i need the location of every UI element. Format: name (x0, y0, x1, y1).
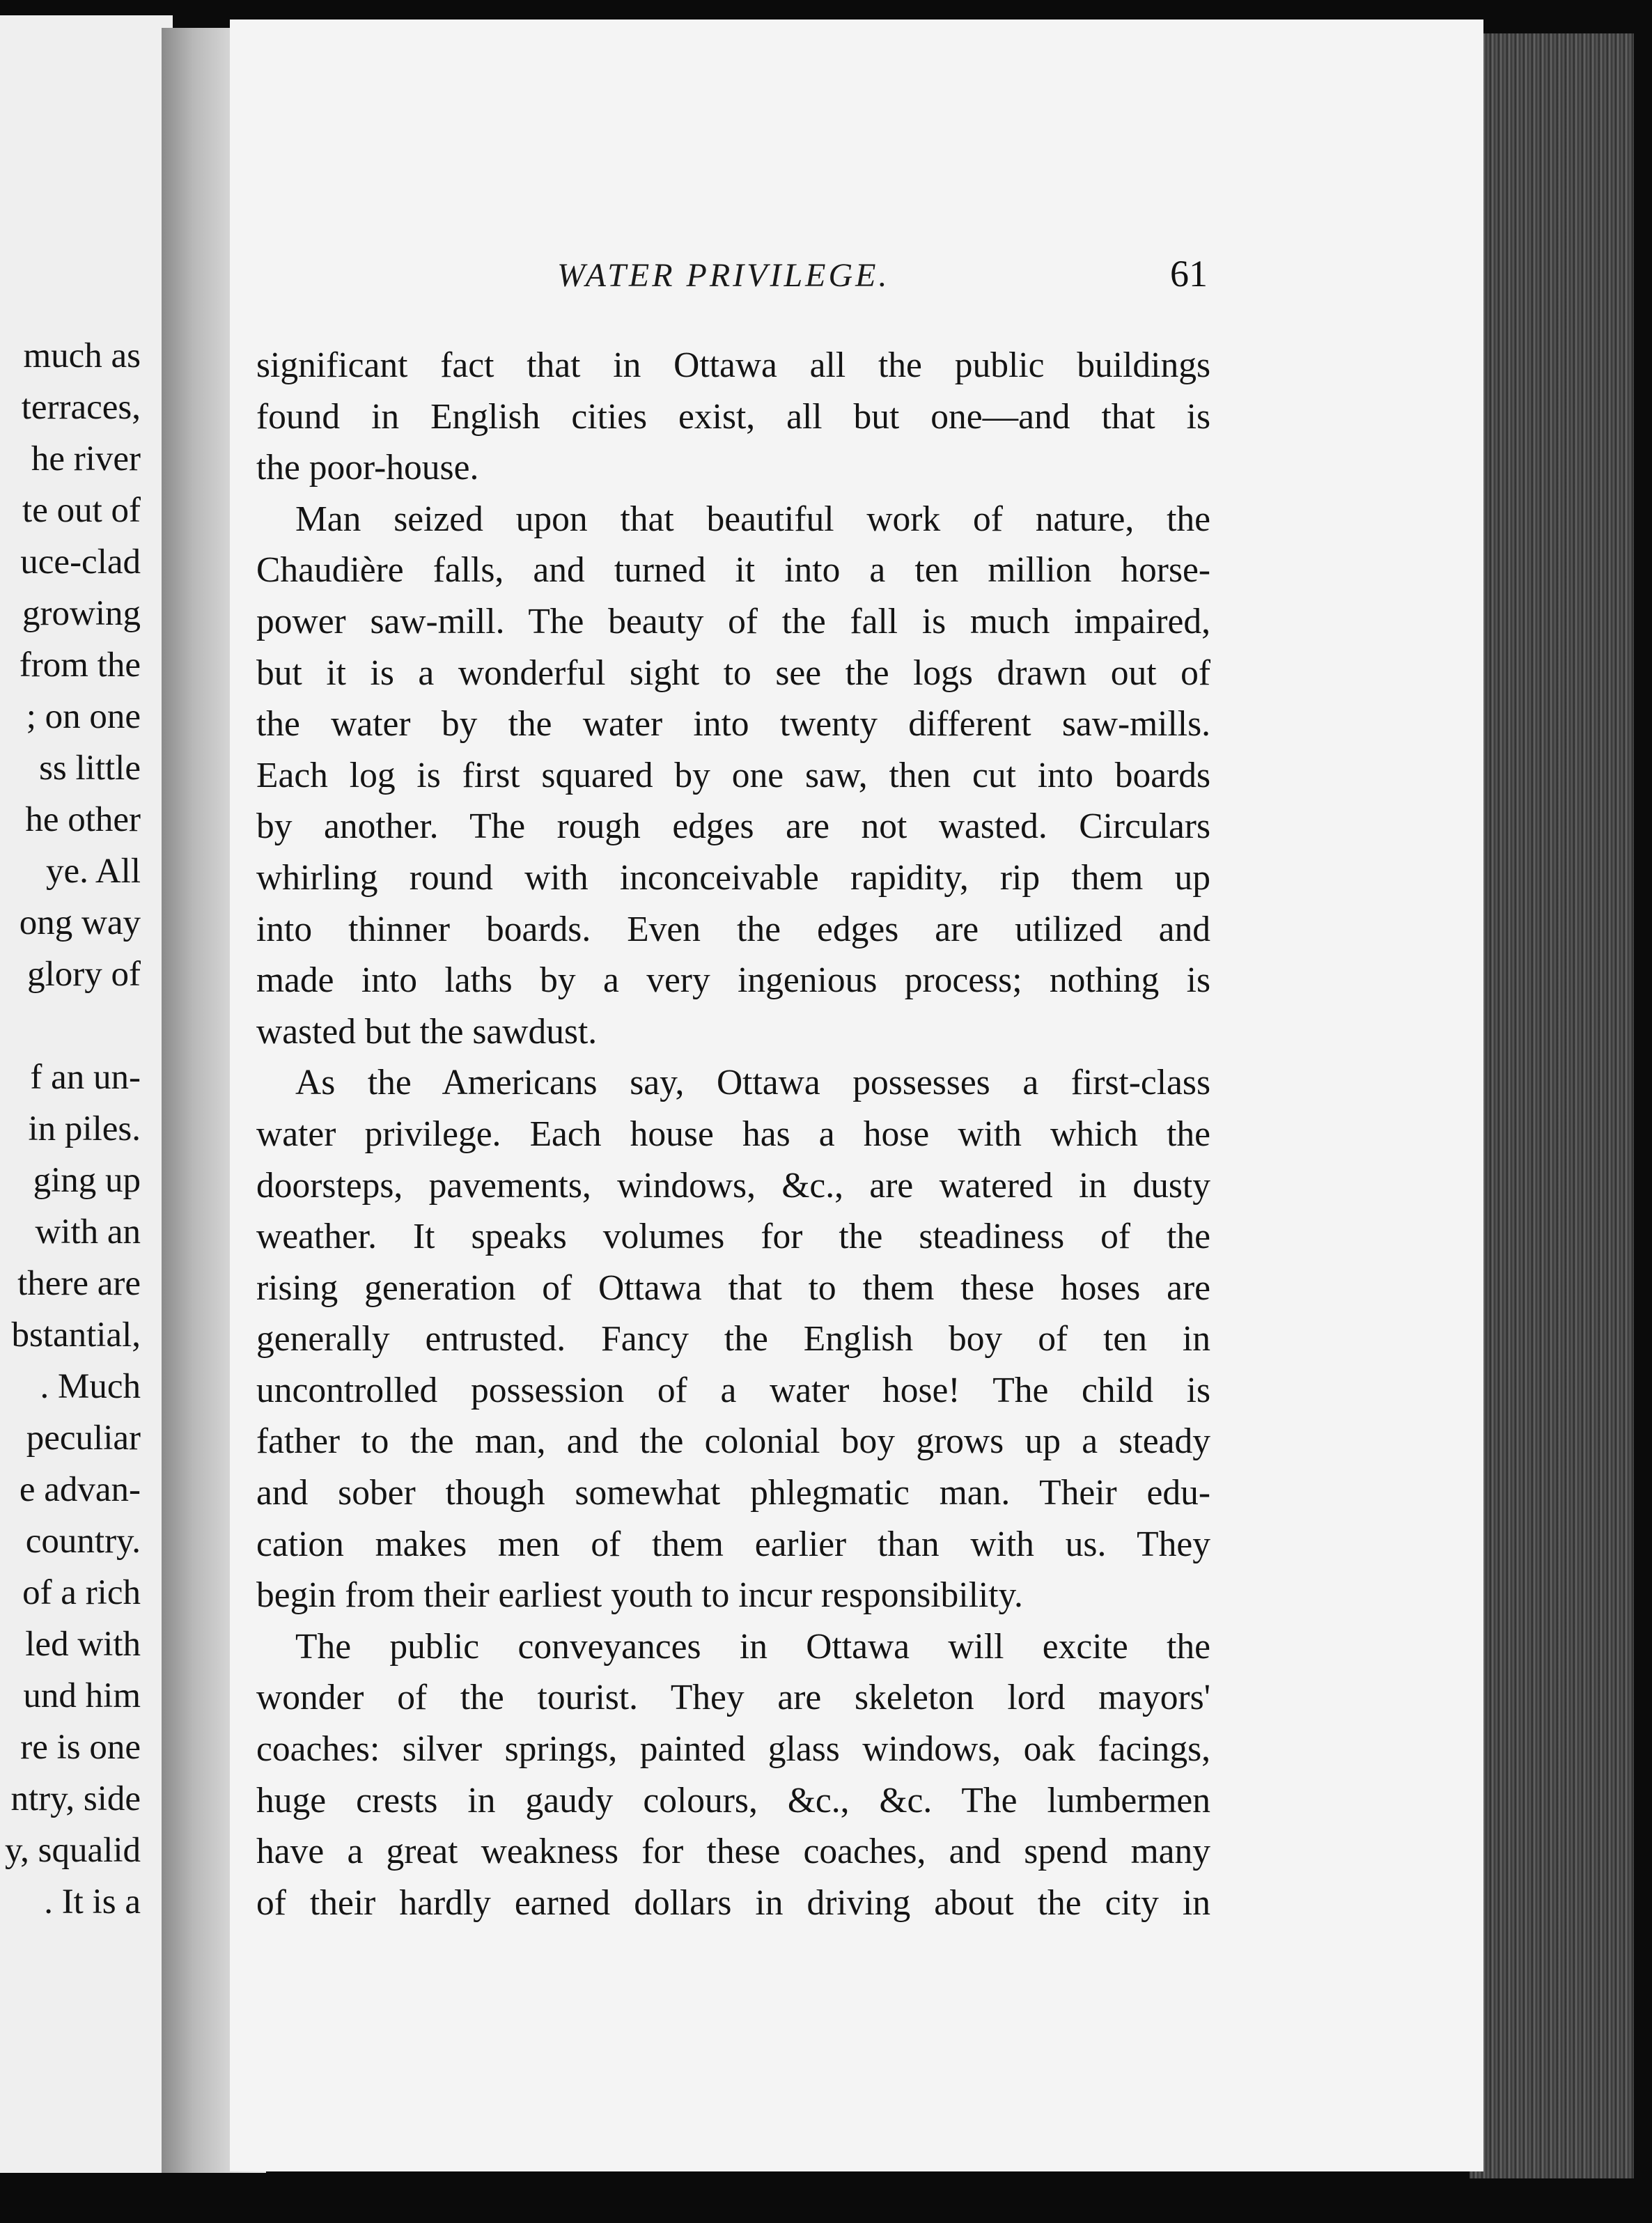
text-line: the poor-house. (256, 448, 479, 488)
text-line: whirling round with inconceivable rapidity, rip them up (256, 857, 1210, 898)
running-head (230, 253, 1442, 298)
text-line: made into laths by a very ingenious process; nothing is (256, 960, 1210, 1001)
left-page-line: led with (25, 1625, 141, 1664)
left-page-line: ; on one (26, 697, 141, 736)
left-page-line: glory of (27, 955, 141, 994)
text-line: Each log is first squared by one saw, then cut into boards (256, 755, 1210, 795)
left-page-line: country. (25, 1522, 141, 1561)
text-line: rising generation of Ottawa that to them these hoses are (256, 1268, 1210, 1308)
text-line: and sober though somewhat phlegmatic man. Their edu- (256, 1473, 1210, 1513)
left-page-line: there are (17, 1264, 141, 1303)
left-page-line: ong way (19, 903, 141, 942)
left-page (0, 15, 173, 2173)
page-number: 61 (1170, 253, 1208, 295)
left-page-line: re is one (20, 1728, 141, 1767)
left-page-line (5, 1000, 141, 1052)
text-line: of their hardly earned dollars in driving about the city in (256, 1882, 1210, 1923)
text-line: significant fact that in Ottawa all the public buildings (256, 345, 1210, 385)
right-page (230, 20, 1483, 2171)
text-line: cation makes men of them earlier than with us. They (256, 1524, 1210, 1564)
running-title: WATER PRIVILEGE. (557, 257, 890, 294)
left-page-line: terraces, (21, 388, 141, 427)
text-line: wonder of the tourist. They are skeleton lord mayors' (256, 1678, 1210, 1718)
text-line: water privilege. Each house has a hose with which the (256, 1114, 1210, 1154)
text-line: begin from their earliest youth to incur responsibility. (256, 1575, 1023, 1616)
text-line: have a great weakness for these coaches, and spend many (256, 1832, 1210, 1872)
left-page-line: from the (19, 646, 141, 685)
text-line: but it is a wonderful sight to see the logs drawn out of (256, 653, 1210, 693)
text-line: father to the man, and the colonial boy grows up a steady (256, 1421, 1210, 1462)
left-page-line: he river (31, 439, 141, 478)
left-page-line: in piles. (28, 1109, 141, 1148)
text-line: Chaudière falls, and turned it into a ten million horse- (256, 550, 1210, 591)
left-page-line: . Much (40, 1367, 141, 1406)
body-text (256, 340, 1210, 1928)
left-page-line: ss little (39, 749, 141, 788)
left-page-line: ging up (33, 1161, 141, 1200)
text-line: generally entrusted. Fancy the English boy of ten in (256, 1319, 1210, 1359)
text-line: Man seized upon that beautiful work of nature, the (295, 499, 1210, 539)
left-page-line: uce-clad (20, 543, 141, 582)
text-line: huge crests in gaudy colours, &c., &c. The lumbermen (256, 1780, 1210, 1820)
text-line: doorsteps, pavements, windows, &c., are watered in dusty (256, 1165, 1210, 1206)
left-page-line: ntry, side (10, 1779, 141, 1818)
left-page-line: growing (22, 594, 141, 633)
left-page-text (5, 330, 141, 1928)
text-line: uncontrolled possession of a water hose! The child is (256, 1370, 1210, 1410)
left-page-line: te out of (22, 491, 141, 530)
left-page-line: . It is a (44, 1882, 141, 1921)
left-page-line: much as (23, 336, 141, 375)
left-page-line: he other (25, 800, 141, 839)
text-line: coaches: silver springs, painted glass windows, oak facings, (256, 1729, 1210, 1770)
left-page-line: e advan- (19, 1470, 141, 1509)
text-line: wasted but the sawdust. (256, 1011, 598, 1052)
left-page-line: of a rich (22, 1573, 141, 1612)
text-line: As the Americans say, Ottawa possesses a first-class (295, 1063, 1210, 1103)
text-line: into thinner boards. Even the edges are utilized and (256, 909, 1210, 949)
text-line: found in English cities exist, all but one—and that is (256, 396, 1210, 437)
text-line: power saw-mill. The beauty of the fall is much impaired, (256, 601, 1210, 641)
page-fore-edge (1470, 33, 1634, 2178)
left-page-line: f an un- (30, 1058, 141, 1097)
left-page-line: with an (35, 1212, 141, 1251)
text-line: by another. The rough edges are not wasted. Circulars (256, 806, 1210, 847)
left-page-line: peculiar (26, 1419, 141, 1458)
left-page-line: und him (23, 1676, 141, 1715)
text-line: weather. It speaks volumes for the steadiness of the (256, 1217, 1210, 1257)
left-page-line: bstantial, (11, 1316, 141, 1355)
left-page-line: y, squalid (4, 1831, 141, 1870)
left-page-line: ye. All (46, 852, 141, 891)
text-line: the water by the water into twenty different saw-mills. (256, 704, 1210, 744)
text-line: The public conveyances in Ottawa will excite the (295, 1626, 1210, 1667)
